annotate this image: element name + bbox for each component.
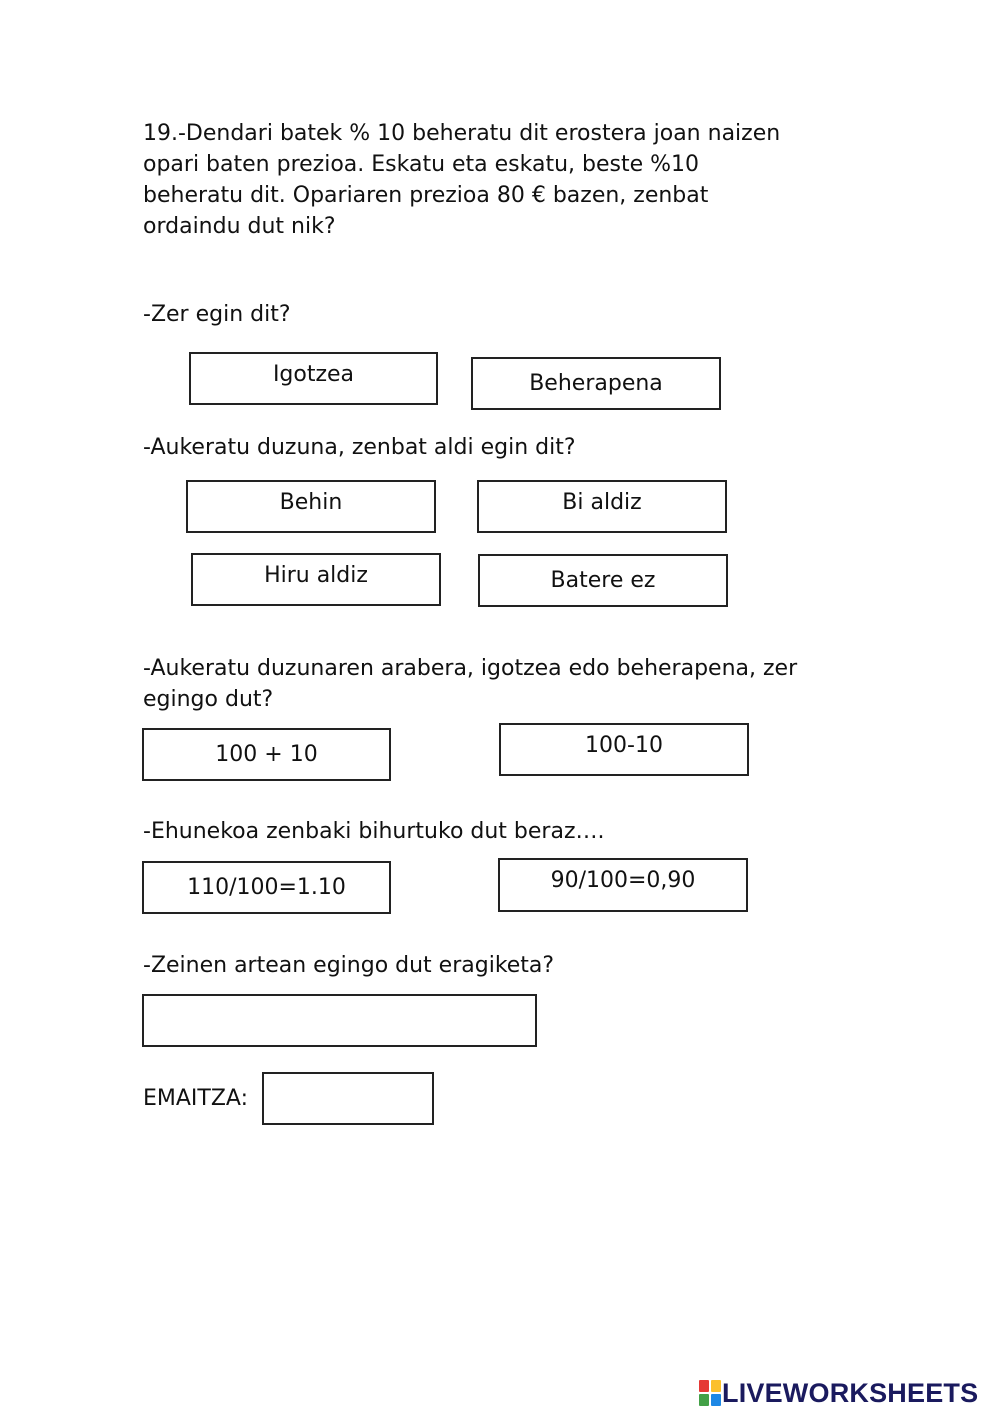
step3-prompt-line-1: -Aukeratu duzunaren arabera, igotzea edo beherapena, zer	[143, 656, 798, 681]
liveworksheets-logo-icon	[698, 1379, 722, 1407]
option-90-over-100-button[interactable]: 90/100=0,90	[498, 858, 748, 912]
liveworksheets-logo-text: LIVEWORKSHEETS	[722, 1377, 979, 1408]
option-bi-aldiz-button[interactable]: Bi aldiz	[477, 480, 727, 533]
option-batere-ez-button[interactable]: Batere ez	[478, 554, 728, 607]
option-igotzea-button[interactable]: Igotzea	[189, 352, 438, 405]
liveworksheets-logo	[698, 1378, 978, 1408]
step4-prompt: -Ehunekoa zenbaki bihurtuko dut beraz….	[143, 819, 605, 844]
option-beherapena-button[interactable]: Beherapena	[471, 357, 721, 410]
operation-answer-input[interactable]	[142, 994, 537, 1047]
question-line-3: beheratu dit. Opariaren prezioa 80 € bazen, zenbat	[143, 183, 709, 208]
question-line-1: 19.-Dendari batek % 10 beheratu dit erostera joan naizen	[143, 121, 781, 146]
step5-prompt: -Zeinen artean egingo dut eragiketa?	[143, 953, 555, 978]
question-line-2: opari baten prezioa. Eskatu eta eskatu, beste %10	[143, 152, 700, 177]
step1-prompt: -Zer egin dit?	[143, 302, 291, 327]
question-line-4: ordaindu dut nik?	[143, 214, 336, 239]
option-100-plus-10-button[interactable]: 100 + 10	[142, 728, 391, 781]
result-label: EMAITZA:	[143, 1086, 249, 1111]
option-100-minus-10-button[interactable]: 100-10	[499, 723, 749, 776]
step2-prompt: -Aukeratu duzuna, zenbat aldi egin dit?	[143, 435, 576, 460]
step3-prompt-line-2: egingo dut?	[143, 687, 274, 712]
option-110-over-100-button[interactable]: 110/100=1.10	[142, 861, 391, 914]
option-hiru-aldiz-button[interactable]: Hiru aldiz	[191, 553, 441, 606]
option-behin-button[interactable]: Behin	[186, 480, 436, 533]
result-answer-input[interactable]	[262, 1072, 434, 1125]
